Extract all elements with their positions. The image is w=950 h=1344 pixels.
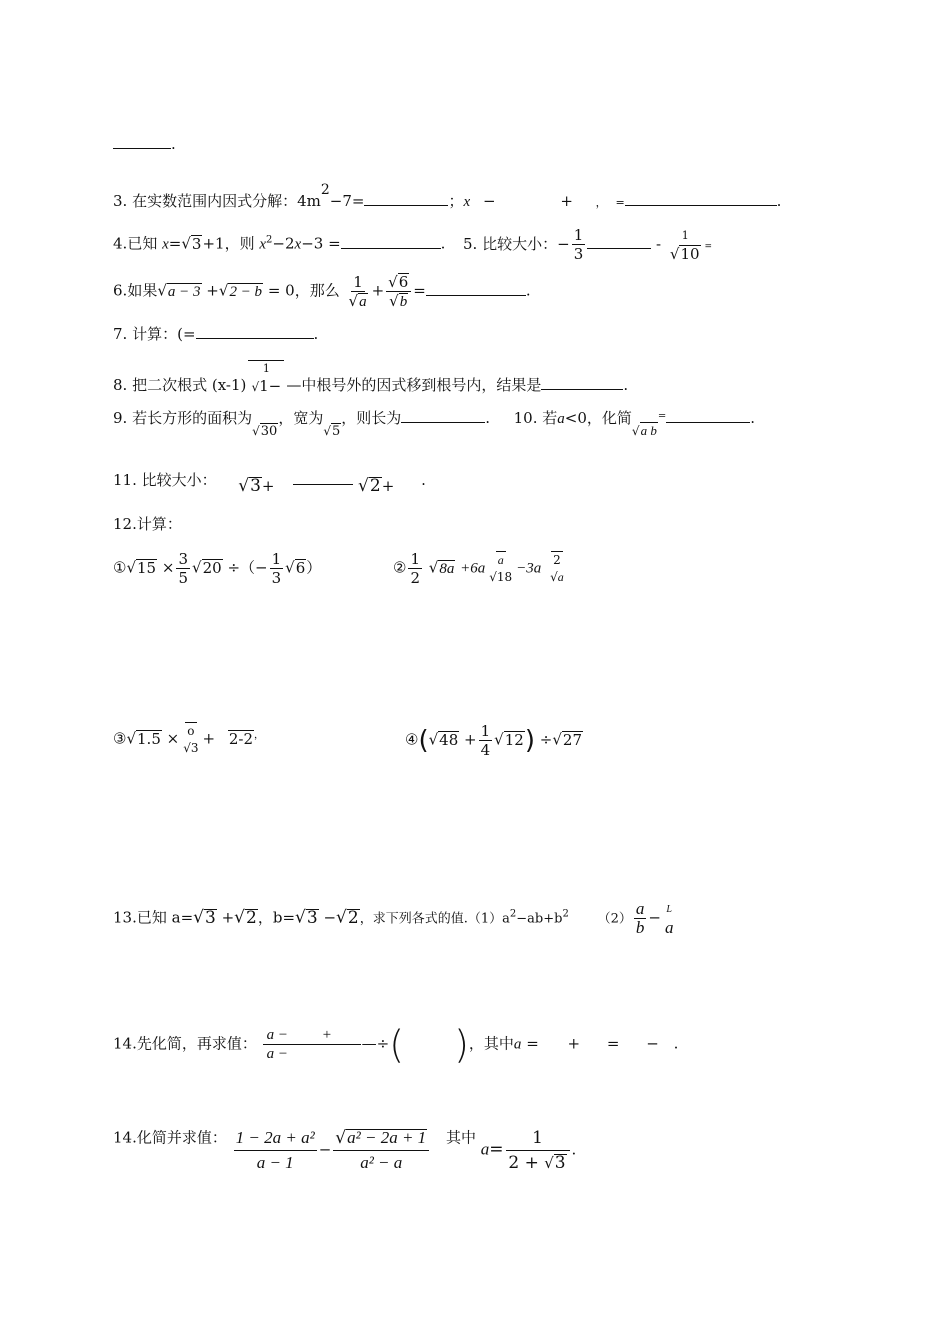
radical-icon: √ [193,907,204,928]
radicand: 15 [137,558,157,577]
top-blank-line [113,132,176,154]
plus-sign: + [202,729,216,748]
part-marker: ③ [113,729,127,748]
radical-icon: √ [323,424,331,438]
radical-icon: √ [428,558,439,577]
expression: −7= [329,192,365,210]
expression: −2 [272,234,295,253]
numerator: a − + [263,1026,361,1045]
denominator: a − 1 [256,1153,294,1172]
radicand: 2 [347,907,359,928]
question-text: 已知 a= [136,908,194,927]
radicand: 3 [306,907,318,928]
question-text: 化简并求值： [136,1128,227,1147]
minus-sign: − [318,1140,332,1159]
denominator: 3 [573,245,584,263]
radical-icon: √ [181,234,191,253]
numerator: 1 [573,226,584,244]
question-text: <0，化简 [564,409,632,427]
question-text: 若 [542,409,558,427]
period: . [571,1140,577,1159]
radicand: 2 [369,476,381,496]
question-text: 比较大小： [141,471,217,489]
radical-icon: √ [126,729,137,748]
denominator: b [635,918,645,937]
radicand: 48 [439,730,459,749]
radical-icon: √ [552,730,562,749]
radicand: 10 [680,244,700,263]
fraction [347,273,370,310]
question-text: 其中 [445,1128,476,1147]
equals-sign: = [413,281,426,300]
radical-icon: √ [428,730,439,749]
variable-x: x [463,194,471,210]
radicand: 20 [202,558,222,577]
denominator: 2 [410,569,420,587]
denominator-text: 2 + [508,1153,545,1173]
plus-sign: + [567,1034,581,1053]
question-number: 9. [113,409,128,427]
answer-blank [625,189,777,206]
part-marker: （2） [597,911,632,927]
question-text: 在实数范围内因式分解：4m [132,192,321,210]
denominator: 3 [271,569,282,587]
question-number: 14. [113,1128,137,1147]
denominator [487,568,514,586]
radicand: 18 [496,570,513,584]
equals-sign: = [489,1139,504,1160]
radical-icon: √ [126,558,137,577]
fraction [270,550,284,587]
numerator: 1 [410,550,420,568]
answer-blank [401,406,485,423]
question-11 [113,468,426,496]
numerator: 3 [178,550,189,568]
denominator [181,739,200,757]
question-10 [513,409,755,438]
radical-icon: √ [218,281,229,300]
question-number: 11. [113,471,137,489]
variable-x: x [259,236,267,253]
radicand: 6 [398,273,409,291]
radical-icon: √ [550,570,558,584]
numerator [333,1126,429,1151]
variable-a: a [480,1139,490,1159]
numerator: 1 [353,273,363,291]
question-3 [113,182,782,213]
numerator: 1 [681,228,689,242]
fraction [479,722,493,759]
radicand: b [399,294,408,310]
numerator: 1 [248,360,284,377]
radical-icon: √ [669,244,680,263]
period: . [525,281,531,300]
question-9 [113,406,755,439]
expression: −3 = [301,234,341,253]
exponent: 2 [266,234,273,246]
answer-blank [541,373,623,390]
radicand: 1− [259,377,282,395]
radical-expression [632,421,658,439]
radicand: 8a [439,560,455,577]
question-number: 6. [113,281,128,300]
minus-sign: − [482,192,496,210]
period: . [313,325,319,343]
numerator: L [666,903,672,915]
question-5 [463,226,713,263]
plus-sign: + [560,192,573,210]
plus-sign: + [221,908,235,927]
expression: −3a [516,560,542,577]
denominator [506,1151,568,1175]
variable-a: a [513,1036,522,1053]
fraction [572,226,586,263]
question-text: 比较大小： [482,234,558,253]
period: . [776,192,782,210]
question-12-part-3 [113,722,264,757]
question-12 [113,514,182,534]
fraction [248,360,284,396]
question-4 [113,226,712,263]
question-number: 8. [113,376,128,394]
question-14a [113,1022,679,1067]
numerator: a [497,553,504,567]
equals-sign: = [615,196,625,209]
question-number: 13. [113,908,137,927]
radical-icon: √ [389,292,399,310]
expression: = 0，那么 [267,281,340,300]
plus-sign: + [261,477,275,495]
numerator [386,273,411,292]
close-paren-icon: ) [454,1022,469,1067]
equals-sign: = [657,411,667,422]
radical-icon: √ [238,476,250,496]
radicand: 1.5 [137,729,161,748]
radical-icon: √ [494,730,504,749]
question-14b [113,1114,577,1173]
radicand: 6 [295,558,306,577]
question-text: 如果 [127,281,158,300]
part-marker: ① [113,558,127,577]
answer-blank [196,322,314,339]
exponent: 2 [562,908,569,920]
minus-sign: − [648,908,661,927]
plus-sign: + [371,281,385,300]
plus-sign: + [381,477,395,495]
radicand: a − 3 [167,283,201,300]
radical-icon: √ [544,1154,554,1172]
denominator [668,245,703,263]
fraction [176,550,190,587]
divide-expression: ÷（− [227,558,268,577]
part-marker: ② [393,558,407,577]
radicand: 2 − b [229,283,263,300]
answer-blank [587,232,651,249]
denominator: a − [266,1046,289,1062]
radical-icon: √ [295,907,306,928]
denominator [548,568,566,586]
variable-x: x [162,236,169,253]
radical-icon: √ [358,476,369,496]
exponent: 2 [509,908,517,920]
question-text: 计算： [136,515,182,533]
radicand: 3 [250,476,261,496]
radical-icon: √ [285,558,295,577]
question-number: 4. [113,234,128,253]
denominator [249,377,283,396]
radical-icon: √ [631,424,640,438]
radical-icon: √ [348,292,359,310]
period: . [440,234,446,253]
divide-sign: ÷ [376,1034,390,1053]
radicand: 3 [191,234,202,253]
fraction [181,722,200,757]
close-paren: ） [306,558,322,577]
question-text: 计算：(= [132,325,196,343]
period: . [421,471,426,489]
radical-expression [323,421,341,439]
denominator: 4 [480,741,491,759]
question-7 [113,322,318,344]
times-sign: × [161,558,175,577]
radicand: a² − 2a + 1 [347,1128,427,1147]
question-number: 3. [113,192,128,210]
question-text: ，则长为 [341,409,402,427]
minus-sign: − [557,234,570,253]
radical-icon: √ [336,907,347,928]
close-paren-icon: ) [524,725,535,756]
denominator [387,292,410,310]
radical-icon: √ [192,558,202,577]
question-12-part-2 [393,550,568,587]
question-text: 中根号外的因式移到根号内，结果是 [301,376,542,394]
minus-sign: - [656,234,662,253]
radical-icon: √ [252,424,260,438]
question-text: ，其中 [468,1034,514,1053]
fraction [663,901,676,937]
exponent: 2 [320,182,330,198]
minus-sign: − [323,908,337,927]
radicand: a [359,294,367,310]
numerator: 1 [506,1126,570,1151]
period: . [623,376,629,394]
radical-expression [238,476,262,496]
fraction [234,1126,317,1175]
question-6 [113,273,531,310]
radical-icon: √ [251,380,260,394]
answer-blank [666,406,750,423]
formula [232,1126,432,1175]
numerator: 2 [553,553,561,567]
fraction [408,550,422,587]
question-8 [113,362,629,404]
separator: ； [448,192,464,210]
denominator: a² − a [360,1153,403,1172]
variable-a: a [557,411,565,427]
radicand: 2 [246,907,257,928]
fraction [668,227,703,263]
period: . [750,409,755,427]
answer-blank [341,232,441,249]
divide-sign: ÷ [539,730,553,749]
fraction [333,1126,429,1175]
numerator: o [187,724,195,738]
numerator: 1 − 2a + a² [234,1126,317,1151]
radicand: 3 [204,907,216,928]
radical-expression [252,421,278,439]
expression: +6a [460,560,486,577]
fraction [264,1026,360,1063]
answer-blank [113,132,171,149]
part-marker: ④ [405,730,419,749]
answer-blank [364,189,448,206]
fraction [634,900,647,937]
equals-sign: = [168,234,182,253]
fraction [506,1126,570,1175]
question-number: 10. [513,409,538,427]
radicand: 3 [554,1153,566,1173]
numerator: a [635,899,645,918]
radical-icon: √ [157,281,167,300]
expression: 2-2 [228,729,254,748]
question-text: ，宽为 [278,409,324,427]
fraction [386,273,411,310]
question-text: 已知 [127,234,158,253]
dash: — [361,1034,377,1053]
numerator: 1 [480,722,491,740]
denominator: 5 [178,569,189,587]
question-text: ，b= [257,908,296,927]
formula [481,1126,577,1175]
radical-icon: √ [489,570,497,584]
question-12-part-4 [405,722,583,759]
period: . [485,409,491,427]
fraction [548,551,566,586]
radical-icon: √ [234,907,246,928]
minus-sign: − [646,1034,659,1053]
radical-icon: √ [183,741,191,755]
radicand: 30 [260,424,278,439]
open-paren-icon: ( [418,725,429,756]
expression: +1，则 [202,234,255,253]
denominator [347,292,370,310]
radicand: 12 [504,730,524,749]
times-sign: × [166,729,180,748]
numerator: 1 [271,550,282,568]
radicand: 27 [562,730,582,749]
radical-expression [358,476,382,496]
question-number: 12. [113,515,137,533]
question-text: 把二次根式 (x-1) [132,376,247,394]
variable-x: x [294,236,302,253]
period: . [171,135,176,153]
equals-sign: = [526,1034,539,1053]
radical-icon: √ [335,1128,347,1148]
answer-blank [293,468,353,485]
open-paren-icon: ( [389,1022,405,1067]
comma: ， [254,729,265,741]
question-number: 7. [113,325,128,343]
radicand: 5 [331,424,341,439]
equals-sign: = [606,1034,620,1053]
radical-icon: √ [388,273,398,291]
period: . [673,1034,679,1053]
radicand: a [557,570,564,584]
answer-blank [426,279,526,296]
question-12-part-1 [113,550,321,587]
comma: ， [595,196,607,209]
expression: −ab+b [516,911,563,927]
question-text: ，求下列各式的值.（1）a [359,911,510,927]
equals-sign: = [704,241,713,252]
radicand: a b [640,423,657,438]
dash: — [286,376,302,394]
plus-sign: + [464,730,477,749]
radicand: 3 [190,741,199,755]
question-number: 5. [463,234,478,253]
question-number: 14. [113,1034,137,1053]
question-text: 先化简，再求值： [136,1034,257,1053]
denominator: a [664,917,674,937]
question-13 [113,900,677,937]
plus-sign: + [206,281,219,300]
fraction [487,551,514,586]
question-text: 若长方形的面积为 [132,409,253,427]
